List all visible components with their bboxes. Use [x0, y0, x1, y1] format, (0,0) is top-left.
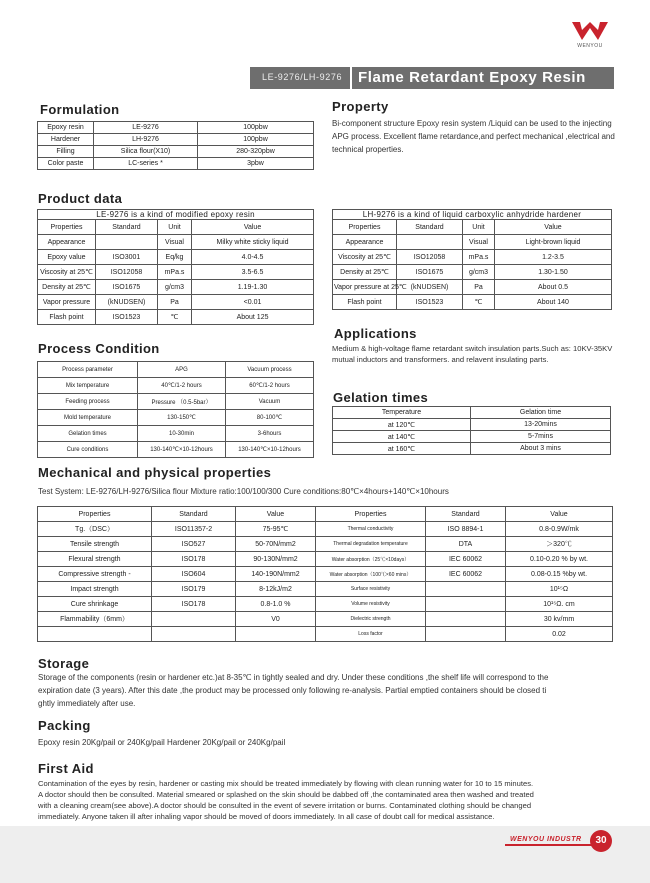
table-cell: Viscosity at 25℃ [333, 250, 397, 265]
table-cell: IEC 60062 [426, 567, 506, 582]
storage-line: ghtly immediately after use. [38, 699, 136, 708]
title-bar [250, 67, 614, 89]
table-cell: ISO604 [152, 567, 236, 582]
table-row [38, 146, 314, 158]
table-cell: 140-190N/mm2 [236, 567, 316, 582]
table-cell: <0.01 [192, 295, 314, 310]
table-cell: IEC 60062 [426, 552, 506, 567]
table-cell [152, 612, 236, 627]
page-title: Flame Retardant Epoxy Resin [358, 69, 586, 86]
table-row [38, 537, 613, 552]
table-header-row [333, 220, 612, 235]
table-row [38, 627, 613, 642]
company-logo [565, 20, 615, 52]
resin-table-caption: LE-9276 is a kind of modified epoxy resin [38, 210, 314, 220]
table-cell: Tensile strength [38, 537, 152, 552]
table-cell: About 140 [495, 295, 612, 310]
table-cell: Vacuum [226, 394, 314, 410]
table-cell: 0.02 [506, 627, 613, 642]
table-cell: Filling [38, 146, 94, 158]
table-cell: 100pbw [198, 122, 314, 134]
table-cell: 0.8-1.0 % [236, 597, 316, 612]
first-aid-line: immediately. Anyone taken ill after inhaling vapor should be moved of doors immediately. In all case of doubt call for medical assistance. [38, 812, 495, 821]
table-cell: ISO178 [152, 597, 236, 612]
table-cell: ISO527 [152, 537, 236, 552]
logo-mark-icon [570, 20, 610, 42]
logo-text: WENYOU [577, 43, 603, 49]
table-cell: Impact strength [38, 582, 152, 597]
table-cell: About 3 mins [471, 443, 611, 455]
table-cell: DTA [426, 537, 506, 552]
table-row [333, 265, 612, 280]
table-cell: ℃ [158, 310, 192, 325]
table-cell: at 160℃ [333, 443, 471, 455]
table-cell: ℃ [463, 295, 495, 310]
table-cell: 8-12kJ/m2 [236, 582, 316, 597]
table-cell: Appearance [333, 235, 397, 250]
table-cell: 5-7mins [471, 431, 611, 443]
hardener-data-table [332, 209, 612, 310]
table-cell: Vapor pressure [38, 295, 96, 310]
table-cell: 80-100℃ [226, 410, 314, 426]
table-cell: 30 kv/mm [506, 612, 613, 627]
table-cell: ISO11357-2 [152, 522, 236, 537]
table-cell: Thermal degradation temperature [316, 537, 426, 552]
storage-line: Storage of the components (resin or hardener etc.)at 8-35℃ in tightly sealed and dry. Under these conditions ,the shelf life will correspond to the [38, 673, 549, 682]
footer-rule [505, 844, 595, 846]
table-cell [426, 582, 506, 597]
table-cell: ISO12058 [96, 265, 158, 280]
table-cell: ＞320℃ [506, 537, 613, 552]
table-row [38, 265, 314, 280]
table-header-cell: Unit [158, 220, 192, 235]
table-cell: ISO1523 [96, 310, 158, 325]
table-header-cell: Properties [333, 220, 397, 235]
table-row [38, 378, 314, 394]
table-header-cell: Standard [96, 220, 158, 235]
table-cell: Flexural strength [38, 552, 152, 567]
table-header-row [38, 362, 314, 378]
table-header-cell: Properties [38, 507, 152, 522]
table-header-cell: Process parameter [38, 362, 138, 378]
table-cell: About 0.5 [495, 280, 612, 295]
table-header-cell: Value [495, 220, 612, 235]
footer-brand-text: WENYOU INDUSTR [510, 836, 582, 843]
table-cell: 3pbw [198, 158, 314, 170]
table-cell: at 120℃ [333, 419, 471, 431]
table-header-cell: Value [192, 220, 314, 235]
table-row [333, 250, 612, 265]
table-cell: Flash point [38, 310, 96, 325]
table-cell: About 125 [192, 310, 314, 325]
table-cell: 4.0-4.5 [192, 250, 314, 265]
table-header-cell: Properties [38, 220, 96, 235]
table-cell: Eq/kg [158, 250, 192, 265]
table-cell: Mix temperature [38, 378, 138, 394]
table-cell: Flammability（6mm） [38, 612, 152, 627]
table-cell: ISO1523 [397, 295, 463, 310]
first-aid-line: with a cleaning cream(see above).A doctor should be consulted in the event of severe irritation or burns. Contaminated clothing should be changed [38, 801, 532, 810]
table-cell: Pa [463, 280, 495, 295]
packing-heading: Packing [38, 718, 91, 733]
table-cell: 90-130N/mm2 [236, 552, 316, 567]
table-cell: Silica flour(X10) [94, 146, 198, 158]
applications-text: Medium & high-voltage flame retardant switch insulation parts.Such as: 10KV-35KV mutual inductors and transformers. and relavent insulating parts. [332, 344, 613, 364]
table-cell: LC-series * [94, 158, 198, 170]
table-header-cell: Standard [426, 507, 506, 522]
table-cell: LH-9276 [94, 134, 198, 146]
table-row [38, 582, 613, 597]
table-cell: (kNUDSEN) [96, 295, 158, 310]
table-row [333, 431, 611, 443]
table-cell: LE-9276 [94, 122, 198, 134]
table-cell [96, 235, 158, 250]
table-cell: Surface resistivity [316, 582, 426, 597]
table-row [38, 597, 613, 612]
table-row [38, 410, 314, 426]
mechanical-heading: Mechanical and physical properties [38, 465, 272, 480]
table-cell: V0 [236, 612, 316, 627]
table-row [333, 235, 612, 250]
table-cell: Flash point [333, 295, 397, 310]
table-row [38, 295, 314, 310]
table-cell: Compressive strength - [38, 567, 152, 582]
hardener-table-caption: LH-9276 is a kind of liquid carboxylic anhydride hardener [333, 210, 612, 220]
table-cell [397, 235, 463, 250]
table-cell: ISO1675 [96, 280, 158, 295]
table-cell: ISO179 [152, 582, 236, 597]
table-cell: Visual [463, 235, 495, 250]
table-header-cell: Standard [397, 220, 463, 235]
table-cell: Dielectric strength [316, 612, 426, 627]
table-header-cell: Unit [463, 220, 495, 235]
storage-text [38, 671, 623, 710]
table-cell: ISO12058 [397, 250, 463, 265]
table-cell: Water absorption（100℃×60 mins） [316, 567, 426, 582]
table-cell: Appearance [38, 235, 96, 250]
table-cell: 130-140℃×10-12hours [138, 442, 226, 458]
gelation-table [332, 406, 611, 455]
table-cell: Visual [158, 235, 192, 250]
table-row [38, 310, 314, 325]
table-row [38, 567, 613, 582]
product-code: LE-9276/LH-9276 [262, 72, 343, 82]
table-cell: Water absorption（25℃×10days） [316, 552, 426, 567]
formulation-heading: Formulation [40, 102, 120, 117]
table-cell: Density at 25℃ [38, 280, 96, 295]
table-row [38, 552, 613, 567]
table-cell: Epoxy value [38, 250, 96, 265]
table-cell: ISO3001 [96, 250, 158, 265]
table-cell: 1.2-3.5 [495, 250, 612, 265]
table-row [333, 280, 612, 295]
table-cell [426, 627, 506, 642]
table-header-cell: Standard [152, 507, 236, 522]
first-aid-line: Contamination of the eyes by resin, hardener or casting mix should be treated immediately by flowing with clean running water for 10 to 15 minutes. [38, 779, 534, 788]
table-cell: Cure shrinkage [38, 597, 152, 612]
table-cell: 0.10-0.20 % by wt. [506, 552, 613, 567]
table-cell: mPa.s [158, 265, 192, 280]
table-row [38, 235, 314, 250]
table-cell [38, 627, 152, 642]
gelation-heading: Gelation times [333, 390, 429, 405]
formulation-table [37, 121, 314, 170]
table-cell: Mold temperature [38, 410, 138, 426]
table-cell: 130-140℃×10-12hours [226, 442, 314, 458]
table-cell: 75-95℃ [236, 522, 316, 537]
table-cell: ISO 8894-1 [426, 522, 506, 537]
table-cell: 1.19-1.30 [192, 280, 314, 295]
table-cell: ISO1675 [397, 265, 463, 280]
page-number-badge: 30 [590, 830, 612, 852]
table-cell: (kNUDSEN) [397, 280, 463, 295]
table-header-cell: Gelation time [471, 407, 611, 419]
table-cell: Gelation times [38, 426, 138, 442]
table-cell: g/cm3 [463, 265, 495, 280]
table-cell: Cure conditions [38, 442, 138, 458]
table-cell: 10¹⁵Ω. cm [506, 597, 613, 612]
title-separator [350, 67, 352, 89]
property-heading: Property [332, 99, 389, 114]
test-system-text: Test System: LE-9276/LH-9276/Silica flour Mixture ratio:100/100/300 Cure conditions:80℃×4hours+140℃×10hours [38, 487, 449, 496]
table-cell: 10-30min [138, 426, 226, 442]
table-row [38, 394, 314, 410]
table-cell: Pa [158, 295, 192, 310]
footer-brand-bar [505, 836, 595, 846]
resin-data-table [37, 209, 314, 325]
table-header-row [38, 220, 314, 235]
table-cell: 50-70N/mm2 [236, 537, 316, 552]
table-row [333, 295, 612, 310]
mechanical-table [37, 506, 613, 642]
table-cell: 130-150℃ [138, 410, 226, 426]
table-cell: Loss factor [316, 627, 426, 642]
table-cell: Tg.（DSC） [38, 522, 152, 537]
table-cell: Light-brown liquid [495, 235, 612, 250]
table-cell: at 140℃ [333, 431, 471, 443]
table-cell [426, 612, 506, 627]
table-cell: ISO178 [152, 552, 236, 567]
table-row [38, 612, 613, 627]
applications-heading: Applications [334, 326, 417, 341]
table-cell: Pressure （0.5-5bar） [138, 394, 226, 410]
table-row [38, 426, 314, 442]
table-row [333, 419, 611, 431]
process-condition-table [37, 361, 314, 458]
table-header-cell: APG [138, 362, 226, 378]
table-cell: 0.08-0.15 %by wt. [506, 567, 613, 582]
table-row [38, 158, 314, 170]
table-row [333, 443, 611, 455]
table-cell: Volume resistivity [316, 597, 426, 612]
table-cell [152, 627, 236, 642]
table-cell: Epoxy resin [38, 122, 94, 134]
table-cell [236, 627, 316, 642]
table-cell: 40℃/1-2 hours [138, 378, 226, 394]
table-cell: Feeding process [38, 394, 138, 410]
packing-text: Epoxy resin 20Kg/pail or 240Kg/pail Hardener 20Kg/pail or 240Kg/pail [38, 738, 286, 747]
table-cell: 3-6hours [226, 426, 314, 442]
table-cell: 280-320pbw [198, 146, 314, 158]
table-header-cell: Value [506, 507, 613, 522]
first-aid-text [38, 778, 623, 822]
table-cell: Milky white sticky liquid [192, 235, 314, 250]
first-aid-heading: First Aid [38, 761, 94, 776]
table-row [38, 134, 314, 146]
table-header-cell: Properties [316, 507, 426, 522]
table-header-row [38, 507, 613, 522]
table-cell: Color paste [38, 158, 94, 170]
table-cell: Density at 25℃ [333, 265, 397, 280]
table-row [38, 442, 314, 458]
table-row [38, 522, 613, 537]
table-cell: mPa.s [463, 250, 495, 265]
table-cell: 100pbw [198, 134, 314, 146]
table-header-cell: Temperature [333, 407, 471, 419]
table-row [38, 280, 314, 295]
table-cell: Viscosity at 25℃ [38, 265, 96, 280]
product-data-heading: Product data [38, 191, 123, 206]
table-header-cell: Vacuum process [226, 362, 314, 378]
table-cell: Thermal conductivity [316, 522, 426, 537]
table-row [38, 122, 314, 134]
storage-heading: Storage [38, 656, 90, 671]
process-condition-heading: Process Condition [38, 341, 160, 356]
table-cell: 1.30-1.50 [495, 265, 612, 280]
property-text: Bi-component structure Epoxy resin system /Liquid can be used to the injecting APG process. Excellent flame retardance,and perfect mechanical ,electrical and technical properties. [332, 119, 615, 154]
table-cell: g/cm3 [158, 280, 192, 295]
table-cell: 13-20mins [471, 419, 611, 431]
table-cell: Hardener [38, 134, 94, 146]
footer-strip [0, 826, 650, 883]
table-row [38, 250, 314, 265]
storage-line: expiration date (3 years). After this date ,the product may be processed only following re-analysis. Partial emptied containers should be closed ti [38, 686, 547, 695]
table-cell: 0.8-0.9W/mk [506, 522, 613, 537]
table-cell [426, 597, 506, 612]
table-cell: 3.5-6.5 [192, 265, 314, 280]
table-cell: Vapor pressure at 25℃ [333, 280, 397, 295]
first-aid-line: A doctor should then be consulted. Material smeared or splashed on the skin should be dabbed off ,the contaminated area then washed and treated [38, 790, 534, 799]
table-header-row [333, 407, 611, 419]
table-cell: 60℃/1-2 hours [226, 378, 314, 394]
table-cell: 10¹⁵Ω [506, 582, 613, 597]
table-header-cell: Value [236, 507, 316, 522]
